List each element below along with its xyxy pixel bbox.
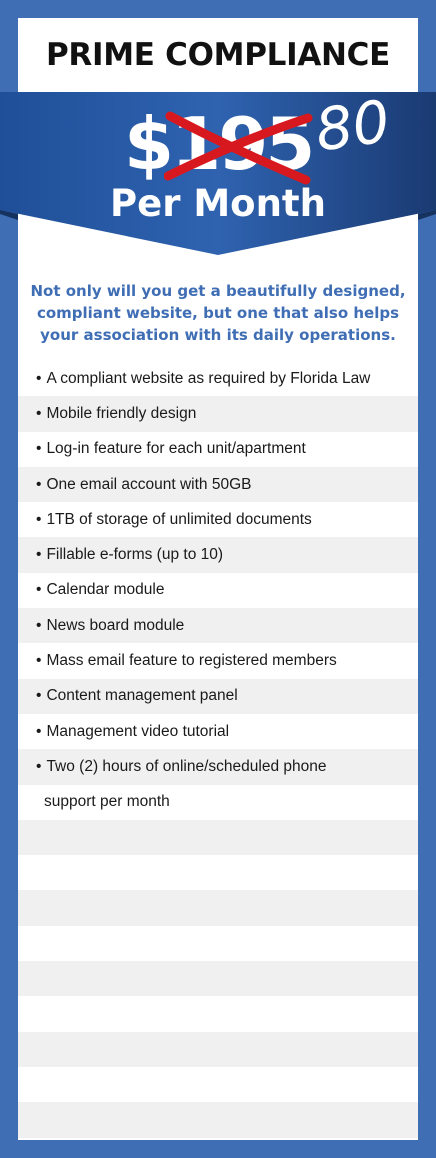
empty-row: [18, 996, 418, 1031]
old-price: $195: [124, 102, 313, 186]
empty-row: [18, 855, 418, 890]
feature-text: Management video tutorial: [46, 722, 230, 740]
bullet-icon: •: [36, 475, 42, 493]
feature-item-continuation: [18, 785, 418, 820]
feature-text: Fillable e-forms (up to 10): [46, 546, 224, 564]
new-price: 80: [311, 87, 394, 165]
feature-item: [18, 714, 418, 749]
empty-row: [18, 961, 418, 996]
feature-item: [18, 432, 418, 467]
feature-item: [18, 679, 418, 714]
feature-item: [18, 537, 418, 572]
strikethrough-mark: [164, 106, 314, 186]
feature-text: News board module: [46, 616, 185, 634]
empty-row: [18, 1032, 418, 1067]
feature-text: Two (2) hours of online/scheduled phone: [46, 757, 327, 775]
bullet-icon: •: [36, 440, 42, 458]
bullet-icon: •: [36, 652, 42, 670]
feature-text: Calendar module: [46, 581, 165, 599]
bullet-icon: •: [36, 616, 42, 634]
feature-text: A compliant website as required by Florida Law: [46, 369, 371, 387]
feature-text: Content management panel: [46, 687, 238, 705]
bullet-icon: •: [36, 757, 42, 775]
feature-item: [18, 467, 418, 502]
price-period: Per Month: [110, 182, 326, 225]
feature-item: [18, 749, 418, 784]
feature-text: support per month: [44, 793, 170, 811]
empty-row: [18, 926, 418, 961]
bullet-icon: •: [36, 510, 42, 528]
plan-title-box: [18, 18, 418, 92]
feature-item: [18, 643, 418, 678]
bullet-icon: •: [36, 369, 42, 387]
feature-list: [18, 361, 418, 1138]
empty-row: [18, 820, 418, 855]
feature-text: 1TB of storage of unlimited documents: [46, 510, 312, 528]
empty-row: [18, 890, 418, 925]
feature-item: [18, 608, 418, 643]
feature-item: [18, 502, 418, 537]
feature-text: One email account with 50GB: [46, 475, 252, 493]
feature-item: [18, 361, 418, 396]
feature-text: Log-in feature for each unit/apartment: [46, 440, 306, 458]
feature-item: [18, 396, 418, 431]
feature-item: [18, 573, 418, 608]
empty-row: [18, 1102, 418, 1137]
plan-title: PRIME COMPLIANCE: [46, 37, 390, 73]
bullet-icon: •: [36, 404, 42, 422]
feature-text: Mass email feature to registered members: [46, 652, 337, 670]
bullet-icon: •: [36, 687, 42, 705]
bullet-icon: •: [36, 722, 42, 740]
intro-text: Not only will you get a beautifully designed, compliant website, but one that also helps your association with its daily operations.: [30, 282, 406, 344]
feature-text: Mobile friendly design: [46, 404, 197, 422]
bullet-icon: •: [36, 581, 42, 599]
empty-row: [18, 1067, 418, 1102]
bullet-icon: •: [36, 546, 42, 564]
